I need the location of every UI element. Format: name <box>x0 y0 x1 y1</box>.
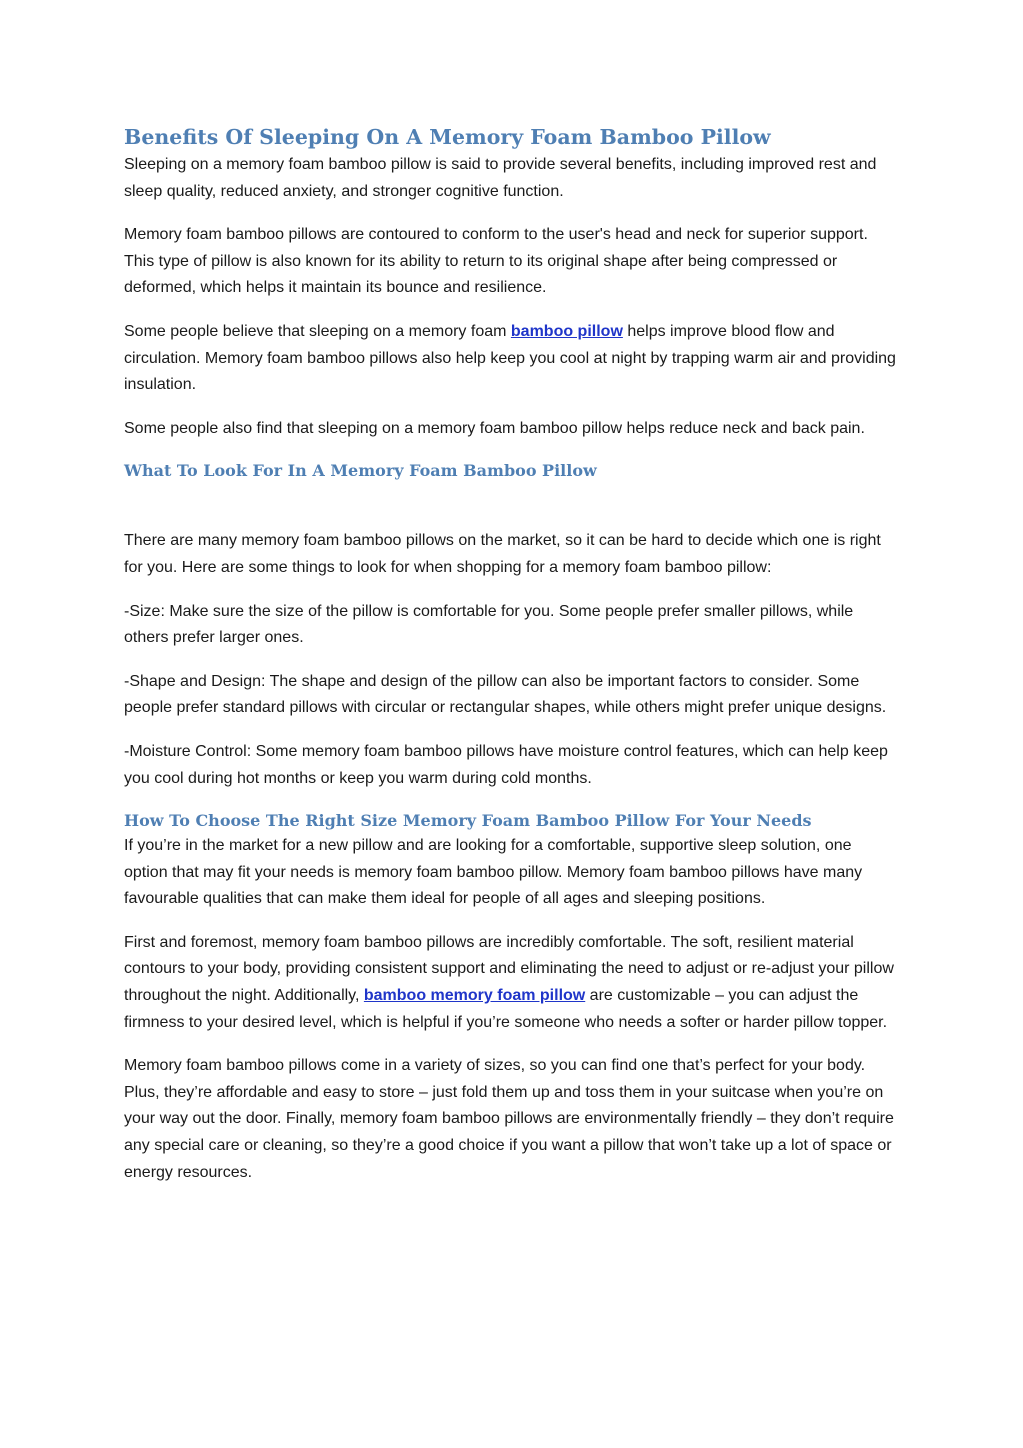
paragraph-new-pillow: If you’re in the market for a new pillow and are looking for a comfortable, supportive sleep solution, one option that may fit your needs is memory foam bamboo pillow. Memory foam bamboo pillows have many favourable qualities that can make them ideal for people of all ages and sleeping positions. <box>124 837 863 908</box>
paragraph-sizes-variety: Memory foam bamboo pillows come in a variety of sizes, so you can find one that’s perfect for your body. Plus, they’re affordable and easy to store – just fold them up and toss them in your suitcase when you’re on your way out the door. Finally, memory foam bamboo pillows are environmentally friendly – they don’t require any special care or cleaning, so they’re a good choice if you want a pillow that won’t take up a lot of space or energy resources. <box>124 1057 894 1181</box>
paragraph-text: helps improve blood flow and circulation. Memory foam bamboo pillows also help keep you cool at night by trapping warm air and providing insulation. <box>124 322 896 394</box>
paragraph-comfortable <box>124 930 899 1036</box>
heading-benefits: Benefits Of Sleeping On A Memory Foam Bamboo Pillow <box>124 125 771 149</box>
spacer <box>124 483 899 528</box>
paragraph-text: First and foremost, memory foam bamboo pillows are incredibly comfortable. The soft, resilient material contours to your body, providing consistent support and eliminating the need to adjust or re-adjust your pillow throughout the night. Additionally, <box>124 933 894 1005</box>
paragraph-benefits-intro: Sleeping on a memory foam bamboo pillow is said to provide several benefits, including improved rest and sleep quality, reduced anxiety, and stronger cognitive function. <box>124 156 877 200</box>
paragraph-contoured-support: Memory foam bamboo pillows are contoured to conform to the user's head and neck for superior support. This type of pillow is also known for its ability to return to its original shape after being compressed or deformed, which helps it maintain its bounce and resilience. <box>124 226 868 297</box>
paragraph-size: -Size: Make sure the size of the pillow is comfortable for you. Some people prefer smaller pillows, while others prefer larger ones. <box>124 602 854 647</box>
paragraph-blood-flow <box>124 319 899 399</box>
paragraph-text: are customizable – you can adjust the firmness to your desired level, which is helpful if you’re someone who needs a softer or harder pillow topper. <box>124 987 888 1031</box>
heading-choose-right-size: How To Choose The Right Size Memory Foam Bamboo Pillow For Your Needs <box>124 811 812 831</box>
bamboo-pillow-link[interactable]: bamboo pillow <box>510 322 623 340</box>
paragraph-text: Some people believe that sleeping on a memory foam <box>124 322 511 340</box>
paragraph-neck-back-pain: Some people also find that sleeping on a memory foam bamboo pillow helps reduce neck and back pain. <box>124 419 865 437</box>
bamboo-memory-foam-pillow-link[interactable]: bamboo memory foam pillow <box>363 987 586 1005</box>
paragraph-shape-design: -Shape and Design: The shape and design of the pillow can also be important factors to consider. Some people prefer standard pillows with circular or rectangular shapes, while others might prefer unique designs. <box>124 672 887 717</box>
heading-what-to-look-for: What To Look For In A Memory Foam Bamboo Pillow <box>124 461 597 481</box>
document-page <box>124 122 899 1203</box>
paragraph-moisture-control: -Moisture Control: Some memory foam bamboo pillows have moisture control features, which can help keep you cool during hot months or keep you warm during cold months. <box>124 742 888 787</box>
paragraph-market-intro: There are many memory foam bamboo pillows on the market, so it can be hard to decide which one is right for you. Here are some things to look for when shopping for a memory foam bamboo pillow: <box>124 532 881 576</box>
